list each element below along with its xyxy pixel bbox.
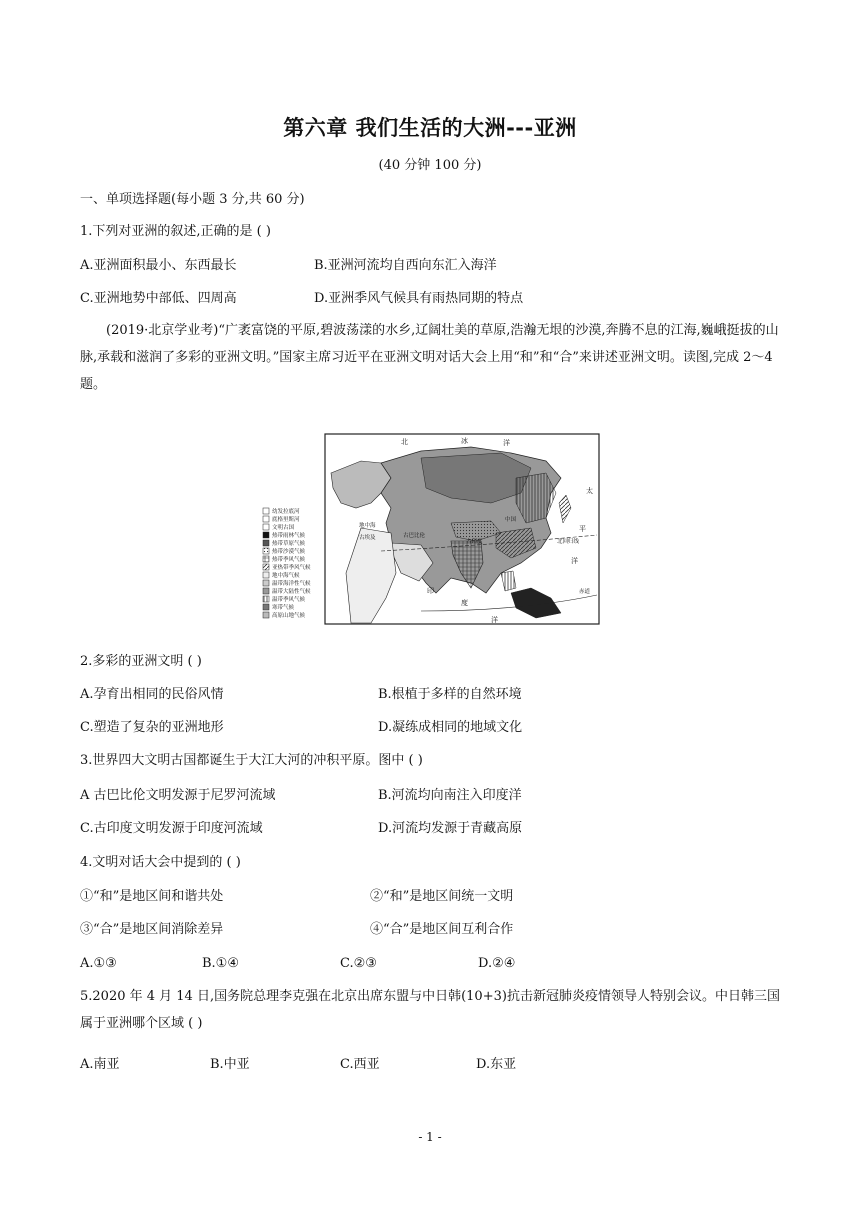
legend-label-oceanic: 温带海洋性气候 (272, 581, 311, 587)
legend-label-continental: 温带大陆性气候 (272, 589, 311, 595)
q5-option-a: A.南亚 (80, 1057, 120, 1072)
q4-option-d: D.②④ (478, 956, 516, 971)
q3-option-c: C.古印度文明发源于印度河流域 (80, 821, 263, 836)
map-label-tai: 太 (586, 487, 593, 495)
page-number: - 1 - (418, 1130, 442, 1144)
legend-label-savanna: 热带草原气候 (272, 541, 306, 547)
legend-label-mediterranean: 地中海气候 (272, 573, 300, 579)
reading-passage: (2019·北京学业考)“广袤富饶的平原,碧波荡漾的水乡,辽阔壮美的草原,浩瀚无垠的沙漠,奔腾不息的江海,巍峨挺拔的山脉,承载和滋润了多彩的亚洲文明。”国家主席习近平在亚洲文明对话大会上用“和”和“合”来讲述亚洲文明。读图,完成 2～4 题。 (80, 323, 779, 392)
q4-statement-2: ②“和”是地区间统一文明 (370, 889, 514, 904)
q1-option-d: D.亚洲季风气候具有雨热同期的特点 (314, 291, 524, 306)
map-label-yin: 印 (427, 587, 434, 595)
q1-stem: 1.下列对亚洲的叙述,正确的是 ( ) (80, 224, 271, 239)
legend-label-tigris: 底格里斯河 (272, 517, 300, 523)
map-label-babylon: 古巴比伦 (403, 533, 426, 539)
map-legend (263, 507, 311, 619)
map-label-tropic: 北回归线 (557, 539, 580, 545)
legend-label-euphrates: 幼发拉底河 (272, 509, 300, 515)
legend-label-desert: 热带沙漠气候 (272, 549, 306, 555)
map-label-yang3: 洋 (491, 616, 498, 624)
q3-stem: 3.世界四大文明古国都诞生于大江大河的冲积平原。图中 ( ) (80, 753, 423, 768)
q5-option-d: D.东亚 (476, 1057, 517, 1072)
map-label-yang2: 洋 (571, 557, 578, 565)
legend-label-temperate-monsoon: 温带季风气候 (272, 597, 306, 603)
q3-option-d: D.河流均发源于青藏高原 (378, 821, 523, 836)
asia-climate-map (261, 433, 601, 625)
q4-statement-3: ③“合”是地区间消除差异 (80, 922, 224, 937)
q3-option-a: A 古巴比伦文明发源于尼罗河流域 (80, 788, 276, 803)
legend-label-rainforest: 热带雨林气候 (272, 533, 306, 539)
section-heading: 一、单项选择题(每小题 3 分,共 60 分) (80, 192, 305, 207)
map-label-bei: 北 (401, 438, 408, 446)
q4-option-b: B.①④ (202, 956, 239, 971)
q2-option-d: D.凝练成相同的地域文化 (378, 720, 523, 735)
map-label-mediterranean: 地中海 (359, 523, 376, 529)
page-subtitle: (40 分钟 100 分) (378, 158, 482, 173)
legend-label-subtropical-monsoon: 亚热带季风气候 (272, 565, 311, 571)
map-graphic (261, 433, 601, 625)
q4-statement-1: ①“和”是地区间和谐共处 (80, 889, 224, 904)
q4-option-c: C.②③ (340, 956, 377, 971)
q1-option-c: C.亚洲地势中部低、四周高 (80, 291, 237, 306)
q2-option-b: B.根植于多样的自然环境 (378, 687, 522, 702)
legend-label-tropical-monsoon: 热带季风气候 (272, 557, 306, 563)
q3-option-b: B.河流均向南注入印度洋 (378, 788, 522, 803)
map-label-ancient-india: 古印度 (466, 539, 483, 545)
q4-stem: 4.文明对话大会中提到的 ( ) (80, 855, 241, 870)
q1-option-a: A.亚洲面积最小、东西最长 (80, 258, 237, 273)
map-label-bing: 冰 (461, 437, 468, 445)
q1-option-b: B.亚洲河流均自西向东汇入海洋 (314, 258, 497, 273)
q5-option-b: B.中亚 (210, 1057, 250, 1072)
legend-label-civilization: 文明古国 (272, 525, 295, 531)
q5-option-c: C.西亚 (340, 1057, 380, 1072)
map-label-equator: 赤道 (579, 589, 591, 595)
q4-option-a: A.①③ (80, 956, 117, 971)
legend-label-highland: 高原山地气候 (272, 613, 306, 619)
q5-stem: 5.2020 年 4 月 14 日,国务院总理李克强在北京出席东盟与中日韩(10+3)抗击新冠肺炎疫情领导人特别会议。中日韩三国属于亚洲哪个区域 ( ) (80, 989, 780, 1031)
map-label-china: 中国 (505, 517, 517, 523)
map-label-yang1: 洋 (503, 439, 510, 447)
map-label-egypt: 古埃及 (359, 535, 376, 541)
q2-option-c: C.塑造了复杂的亚洲地形 (80, 720, 224, 735)
map-label-du: 度 (461, 599, 468, 607)
q2-stem: 2.多彩的亚洲文明 ( ) (80, 654, 202, 669)
q2-option-a: A.孕育出相同的民俗风情 (80, 687, 224, 702)
legend-label-frigid: 寒带气候 (272, 605, 295, 611)
map-label-ping: 平 (579, 525, 586, 533)
q4-statement-4: ④“合”是地区间互利合作 (370, 922, 514, 937)
page-title: 第六章 我们生活的大洲---亚洲 (283, 116, 577, 140)
